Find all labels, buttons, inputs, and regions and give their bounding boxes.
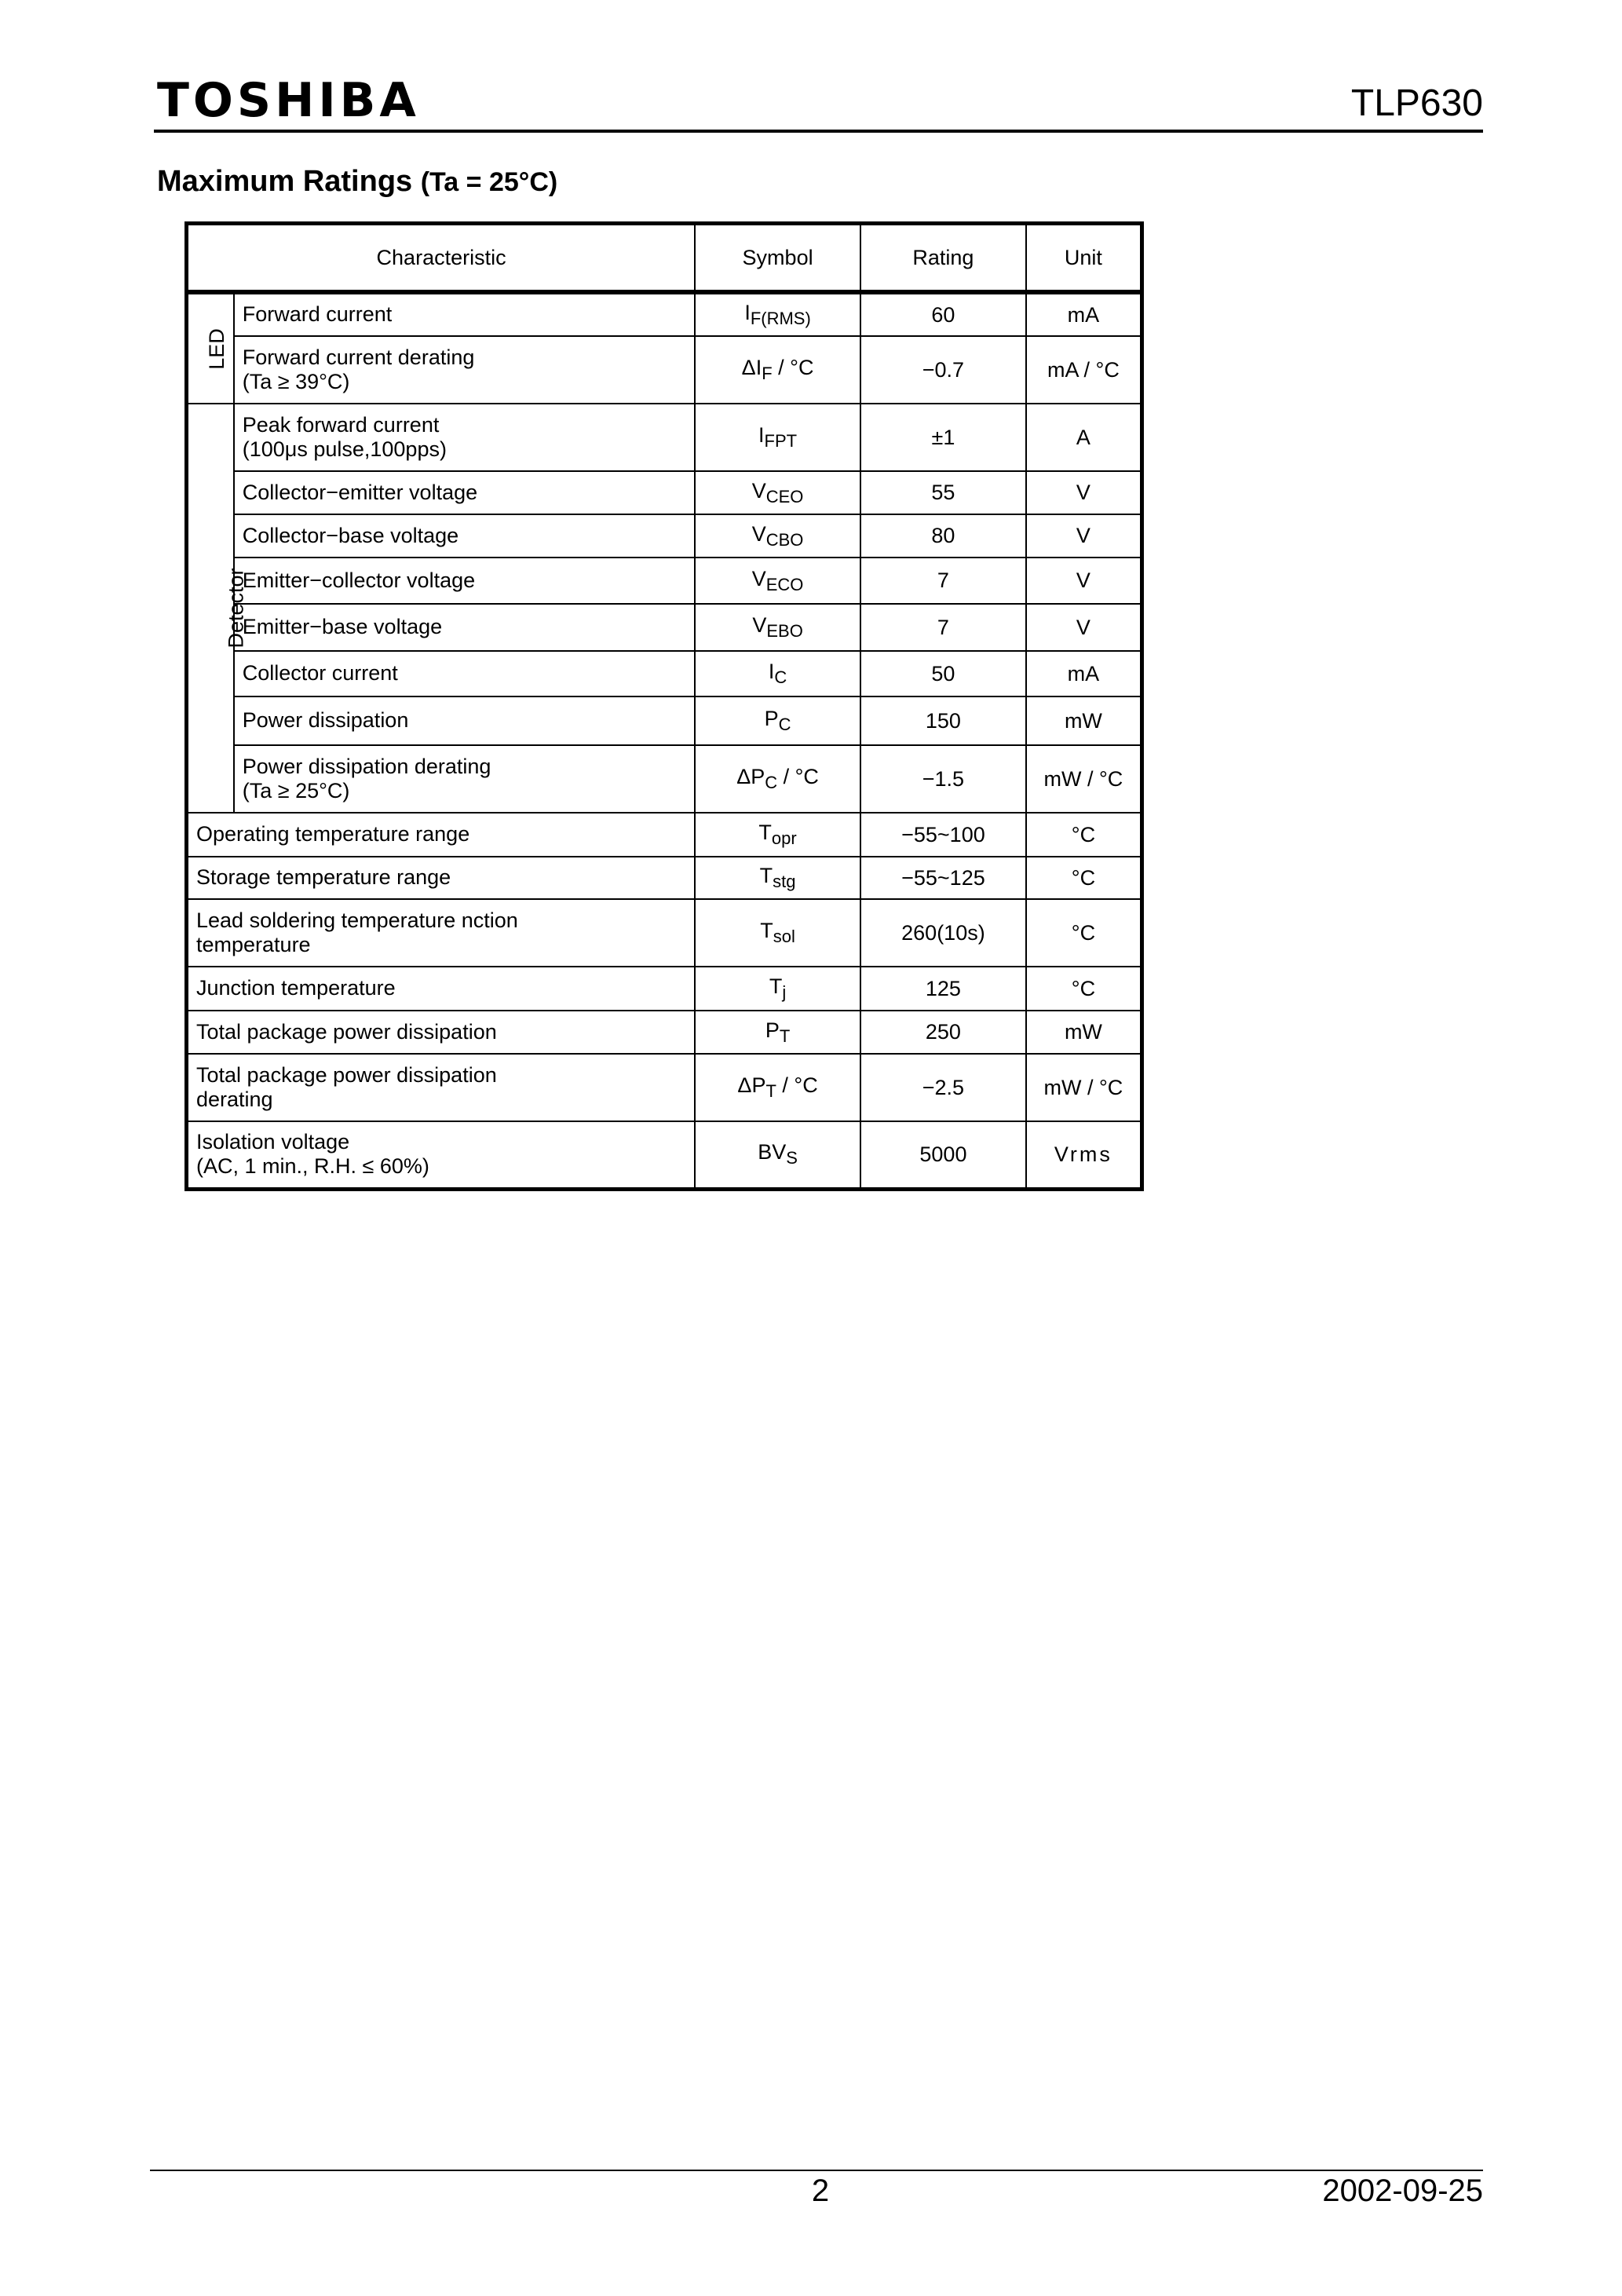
symbol-cell: $\Delta I_F / ^\circ C$ — [695, 336, 860, 404]
characteristic-cell: Power dissipation derating (Ta ≥ 25°C) — [234, 745, 695, 813]
rating-cell: −55~125 — [860, 857, 1026, 899]
table-row — [187, 1121, 1142, 1189]
symbol-cell: $I_{F(RMS)}$ — [695, 292, 860, 336]
symbol-cell: $\Delta P_T / ^\circ C$ — [695, 1054, 860, 1121]
characteristic-cell: Operating temperature range — [187, 813, 696, 857]
unit-cell: mA — [1026, 651, 1142, 696]
symbol-cell: $\Delta P_C / ^\circ C$ — [695, 745, 860, 813]
symbol-cell: $T_{sol}$ — [695, 899, 860, 967]
table-row — [187, 471, 1142, 514]
symbol-cell: $I_{FPT}$ — [695, 404, 860, 471]
rating-cell: −2.5 — [860, 1054, 1026, 1121]
unit-cell: Vrms — [1026, 1121, 1142, 1189]
symbol-cell: $V_{ECO}$ — [695, 558, 860, 604]
document-date: 2002-09-25 — [1322, 2174, 1483, 2208]
unit-cell: mA / °C — [1026, 336, 1142, 404]
table-row — [187, 1054, 1142, 1121]
unit-cell: V — [1026, 514, 1142, 558]
group-label-led: LED — [187, 292, 234, 404]
symbol-cell: $V_{CEO}$ — [695, 471, 860, 514]
unit-cell: °C — [1026, 813, 1142, 857]
unit-cell: V — [1026, 604, 1142, 651]
unit-cell: °C — [1026, 899, 1142, 967]
rating-cell: 125 — [860, 967, 1026, 1011]
header-rating: Rating — [860, 224, 1026, 293]
symbol-cell: $T_j$ — [695, 967, 860, 1011]
symbol-cell: $V_{CBO}$ — [695, 514, 860, 558]
rating-cell: 60 — [860, 292, 1026, 336]
table-row — [187, 745, 1142, 813]
unit-cell: mW — [1026, 1011, 1142, 1054]
rating-cell: −55~100 — [860, 813, 1026, 857]
unit-cell: °C — [1026, 967, 1142, 1011]
symbol-cell: $BV_S$ — [695, 1121, 860, 1189]
symbol-cell: $P_T$ — [695, 1011, 860, 1054]
section-title — [157, 166, 557, 196]
characteristic-cell: Isolation voltage (AC, 1 min., R.H. ≤ 60%) — [187, 1121, 696, 1189]
header-unit: Unit — [1026, 224, 1142, 293]
characteristic-cell: Junction temperature — [187, 967, 696, 1011]
characteristic-cell: Forward current derating (Ta ≥ 39°C) — [234, 336, 695, 404]
table-header-row — [187, 224, 1142, 293]
table-row — [187, 604, 1142, 651]
table-row — [187, 404, 1142, 471]
table-row — [187, 1011, 1142, 1054]
table-row — [187, 336, 1142, 404]
symbol-cell: $T_{opr}$ — [695, 813, 860, 857]
symbol-cell: $T_{stg}$ — [695, 857, 860, 899]
characteristic-cell: Total package power dissipation — [187, 1011, 696, 1054]
symbol-cell: $V_{EBO}$ — [695, 604, 860, 651]
rating-cell: 7 — [860, 604, 1026, 651]
header-characteristic: Characteristic — [187, 224, 696, 293]
table-row — [187, 558, 1142, 604]
part-number: TLP630 — [1350, 82, 1483, 124]
header-divider — [154, 130, 1483, 133]
characteristic-cell: Total package power dissipation derating — [187, 1054, 696, 1121]
rating-cell: ±1 — [860, 404, 1026, 471]
rating-cell: 250 — [860, 1011, 1026, 1054]
table-row — [187, 857, 1142, 899]
characteristic-cell: Emitter−collector voltage — [234, 558, 695, 604]
rating-cell: 55 — [860, 471, 1026, 514]
rating-cell: −0.7 — [860, 336, 1026, 404]
toshiba-logo: TOSHIBA — [157, 73, 420, 128]
symbol-cell: $P_C$ — [695, 696, 860, 745]
unit-cell: °C — [1026, 857, 1142, 899]
characteristic-cell: Collector current — [234, 651, 695, 696]
characteristic-cell: Power dissipation — [234, 696, 695, 745]
rating-cell: 50 — [860, 651, 1026, 696]
table-row — [187, 967, 1142, 1011]
rating-cell: −1.5 — [860, 745, 1026, 813]
characteristic-cell: Emitter−base voltage — [234, 604, 695, 651]
characteristic-cell: Storage temperature range — [187, 857, 696, 899]
header-symbol: Symbol — [695, 224, 860, 293]
characteristic-cell: Lead soldering temperature nction temperature — [187, 899, 696, 967]
section-condition: (Ta = 25°C) — [420, 167, 558, 197]
characteristic-cell: Collector−emitter voltage — [234, 471, 695, 514]
unit-cell: mW / °C — [1026, 745, 1142, 813]
table-row — [187, 899, 1142, 967]
symbol-cell: $I_C$ — [695, 651, 860, 696]
unit-cell: V — [1026, 471, 1142, 514]
rating-cell: 7 — [860, 558, 1026, 604]
rating-cell: 260(10s) — [860, 899, 1026, 967]
section-title-text: Maximum Ratings — [157, 165, 413, 198]
rating-cell: 150 — [860, 696, 1026, 745]
table-row — [187, 696, 1142, 745]
rating-cell: 5000 — [860, 1121, 1026, 1189]
page-number: 2 — [811, 2174, 830, 2208]
characteristic-cell: Collector−base voltage — [234, 514, 695, 558]
unit-cell: A — [1026, 404, 1142, 471]
table-row — [187, 514, 1142, 558]
characteristic-cell: Forward current — [234, 292, 695, 336]
footer-divider — [150, 2170, 1483, 2171]
unit-cell: V — [1026, 558, 1142, 604]
unit-cell: mW — [1026, 696, 1142, 745]
unit-cell: mA — [1026, 292, 1142, 336]
rating-cell: 80 — [860, 514, 1026, 558]
maximum-ratings-table — [184, 221, 1144, 1191]
table-row — [187, 292, 1142, 336]
unit-cell: mW / °C — [1026, 1054, 1142, 1121]
characteristic-cell: Peak forward current (100μs pulse,100pps) — [234, 404, 695, 471]
group-label-detector: Detector — [187, 404, 234, 813]
table-row — [187, 651, 1142, 696]
table-row — [187, 813, 1142, 857]
